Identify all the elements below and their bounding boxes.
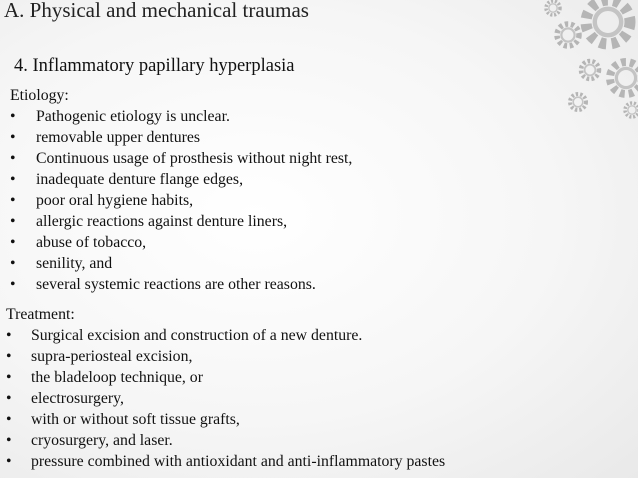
bullet-icon: •	[10, 171, 16, 188]
treatment-section	[6, 304, 445, 472]
list-item	[6, 367, 445, 388]
bullet-icon: •	[10, 255, 16, 272]
slide-title: A. Physical and mechanical traumas	[4, 0, 309, 22]
list-item-text: electrosurgery,	[31, 390, 124, 407]
list-item-text: with or without soft tissue grafts,	[31, 411, 240, 428]
bullet-icon: •	[6, 369, 12, 386]
list-item	[6, 451, 445, 472]
bullet-icon: •	[6, 348, 12, 365]
list-item	[10, 190, 352, 211]
bullet-icon: •	[10, 192, 16, 209]
bullet-icon: •	[10, 129, 16, 146]
bullet-icon: •	[10, 213, 16, 230]
treatment-heading: Treatment:	[6, 306, 75, 323]
list-item	[10, 106, 352, 127]
bullet-icon: •	[6, 327, 12, 344]
etiology-list	[10, 106, 352, 295]
gears-icon	[498, 0, 638, 120]
list-item-text: senility, and	[36, 255, 113, 272]
list-item-text: poor oral hygiene habits,	[36, 192, 194, 209]
list-item	[10, 211, 352, 232]
etiology-heading: Etiology:	[10, 87, 69, 104]
bullet-icon: •	[10, 108, 16, 125]
list-item	[10, 127, 352, 148]
list-item-text: pressure combined with antioxidant and anti-inflammatory pastes	[31, 453, 446, 470]
list-item-text: allergic reactions against denture liners,	[36, 213, 288, 230]
list-item-text: removable upper dentures	[36, 129, 201, 146]
slide-subtitle: 4. Inflammatory papillary hyperplasia	[14, 56, 295, 76]
list-item	[10, 169, 352, 190]
list-item	[6, 346, 445, 367]
list-item	[6, 325, 445, 346]
list-item	[10, 253, 352, 274]
list-item-text: the bladeloop technique, or	[31, 369, 203, 386]
list-item-text: inadequate denture flange edges,	[36, 171, 244, 188]
bullet-icon: •	[10, 150, 16, 167]
list-item	[10, 148, 352, 169]
list-item	[6, 409, 445, 430]
list-item-text: abuse of tobacco,	[36, 234, 147, 251]
etiology-section	[10, 85, 352, 295]
list-item-text: Pathogenic etiology is unclear.	[36, 108, 230, 125]
list-item-text: supra-periosteal excision,	[31, 348, 193, 365]
list-item-text: Continuous usage of prosthesis without night rest,	[36, 150, 353, 167]
list-item	[6, 430, 445, 451]
bullet-icon: •	[6, 390, 12, 407]
list-item	[6, 388, 445, 409]
bullet-icon: •	[10, 234, 16, 251]
bullet-icon: •	[10, 276, 16, 293]
bullet-icon: •	[6, 432, 12, 449]
bullet-icon: •	[6, 453, 12, 470]
bullet-icon: •	[6, 411, 12, 428]
treatment-list	[6, 325, 445, 472]
list-item-text: Surgical excision and construction of a new denture.	[31, 327, 363, 344]
list-item-text: several systemic reactions are other reasons.	[36, 276, 316, 293]
list-item	[10, 232, 352, 253]
list-item-text: cryosurgery, and laser.	[31, 432, 173, 449]
list-item	[10, 274, 352, 295]
